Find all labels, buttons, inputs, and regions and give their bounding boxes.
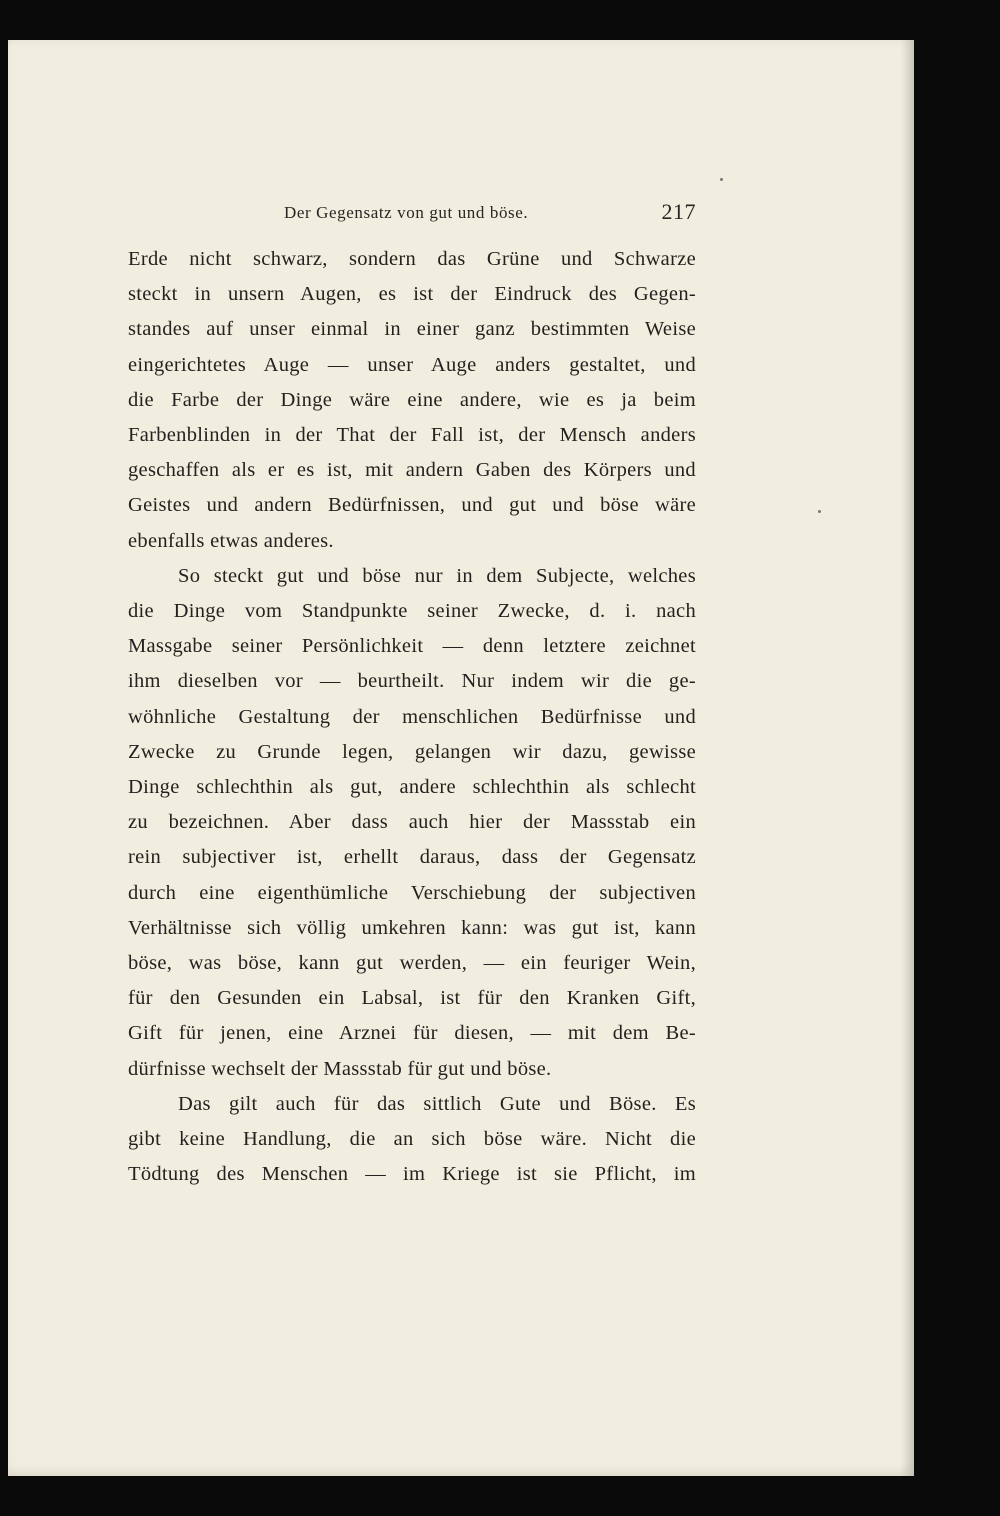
text-line: Dinge schlechthin als gut, andere schlechthin als schlecht xyxy=(128,776,696,799)
text-line: Zwecke zu Grunde legen, gelangen wir dazu, gewisse xyxy=(128,740,696,763)
text-line: Geistes und andern Bedürfnissen, und gut und böse wäre xyxy=(128,494,696,517)
text-line: Gift für jenen, eine Arznei für diesen, — mit dem Be- xyxy=(128,1022,696,1045)
text-line: gibt keine Handlung, die an sich böse wäre. Nicht die xyxy=(128,1128,696,1151)
running-head: Der Gegensatz von gut und böse. xyxy=(284,203,529,222)
page-number: 217 xyxy=(661,199,696,224)
text-line: zu bezeichnen. Aber dass auch hier der Massstab ein xyxy=(128,811,696,834)
paper-speck xyxy=(818,510,821,513)
text-line: dürfnisse wechselt der Massstab für gut und böse. xyxy=(128,1057,552,1080)
text-line: wöhnliche Gestaltung der menschlichen Bedürfnisse und xyxy=(128,705,696,728)
page-edge-shadow xyxy=(900,40,914,1476)
text-line: Massgabe seiner Persönlichkeit — denn letztere zeichnet xyxy=(128,635,696,658)
text-line: ebenfalls etwas anderes. xyxy=(128,529,334,552)
text-line: So steckt gut und böse nur in dem Subjecte, welches xyxy=(178,564,696,587)
text-line: ihm dieselben vor — beurtheilt. Nur indem wir die ge- xyxy=(128,670,696,693)
text-line: böse, was böse, kann gut werden, — ein feuriger Wein, xyxy=(128,952,696,975)
text-line: rein subjectiver ist, erhellt daraus, dass der Gegensatz xyxy=(128,846,696,869)
text-line: durch eine eigenthümliche Verschiebung der subjectiven xyxy=(128,881,696,904)
text-line: für den Gesunden ein Labsal, ist für den Kranken Gift, xyxy=(128,987,696,1010)
text-line: eingerichtetes Auge — unser Auge anders gestaltet, und xyxy=(128,353,696,376)
text-line: Verhältnisse sich völlig umkehren kann: was gut ist, kann xyxy=(128,916,696,939)
text-line: die Dinge vom Standpunkte seiner Zwecke, d. i. nach xyxy=(128,600,696,623)
text-line: geschaffen als er es ist, mit andern Gaben des Körpers und xyxy=(128,459,696,482)
text-line: Das gilt auch für das sittlich Gute und Böse. Es xyxy=(178,1092,696,1115)
page-header xyxy=(128,199,696,233)
text-line: Tödtung des Menschen — im Kriege ist sie Pflicht, im xyxy=(128,1163,696,1186)
text-line: steckt in unsern Augen, es ist der Eindruck des Gegen- xyxy=(128,283,696,306)
text-line: Erde nicht schwarz, sondern das Grüne und Schwarze xyxy=(128,248,696,270)
text-line: standes auf unser einmal in einer ganz bestimmten Weise xyxy=(128,318,696,341)
paper-speck xyxy=(720,178,723,181)
text-line: Farbenblinden in der That der Fall ist, der Mensch anders xyxy=(128,424,696,447)
text-line: die Farbe der Dinge wäre eine andere, wie es ja beim xyxy=(128,388,696,411)
body-text xyxy=(128,242,696,1192)
